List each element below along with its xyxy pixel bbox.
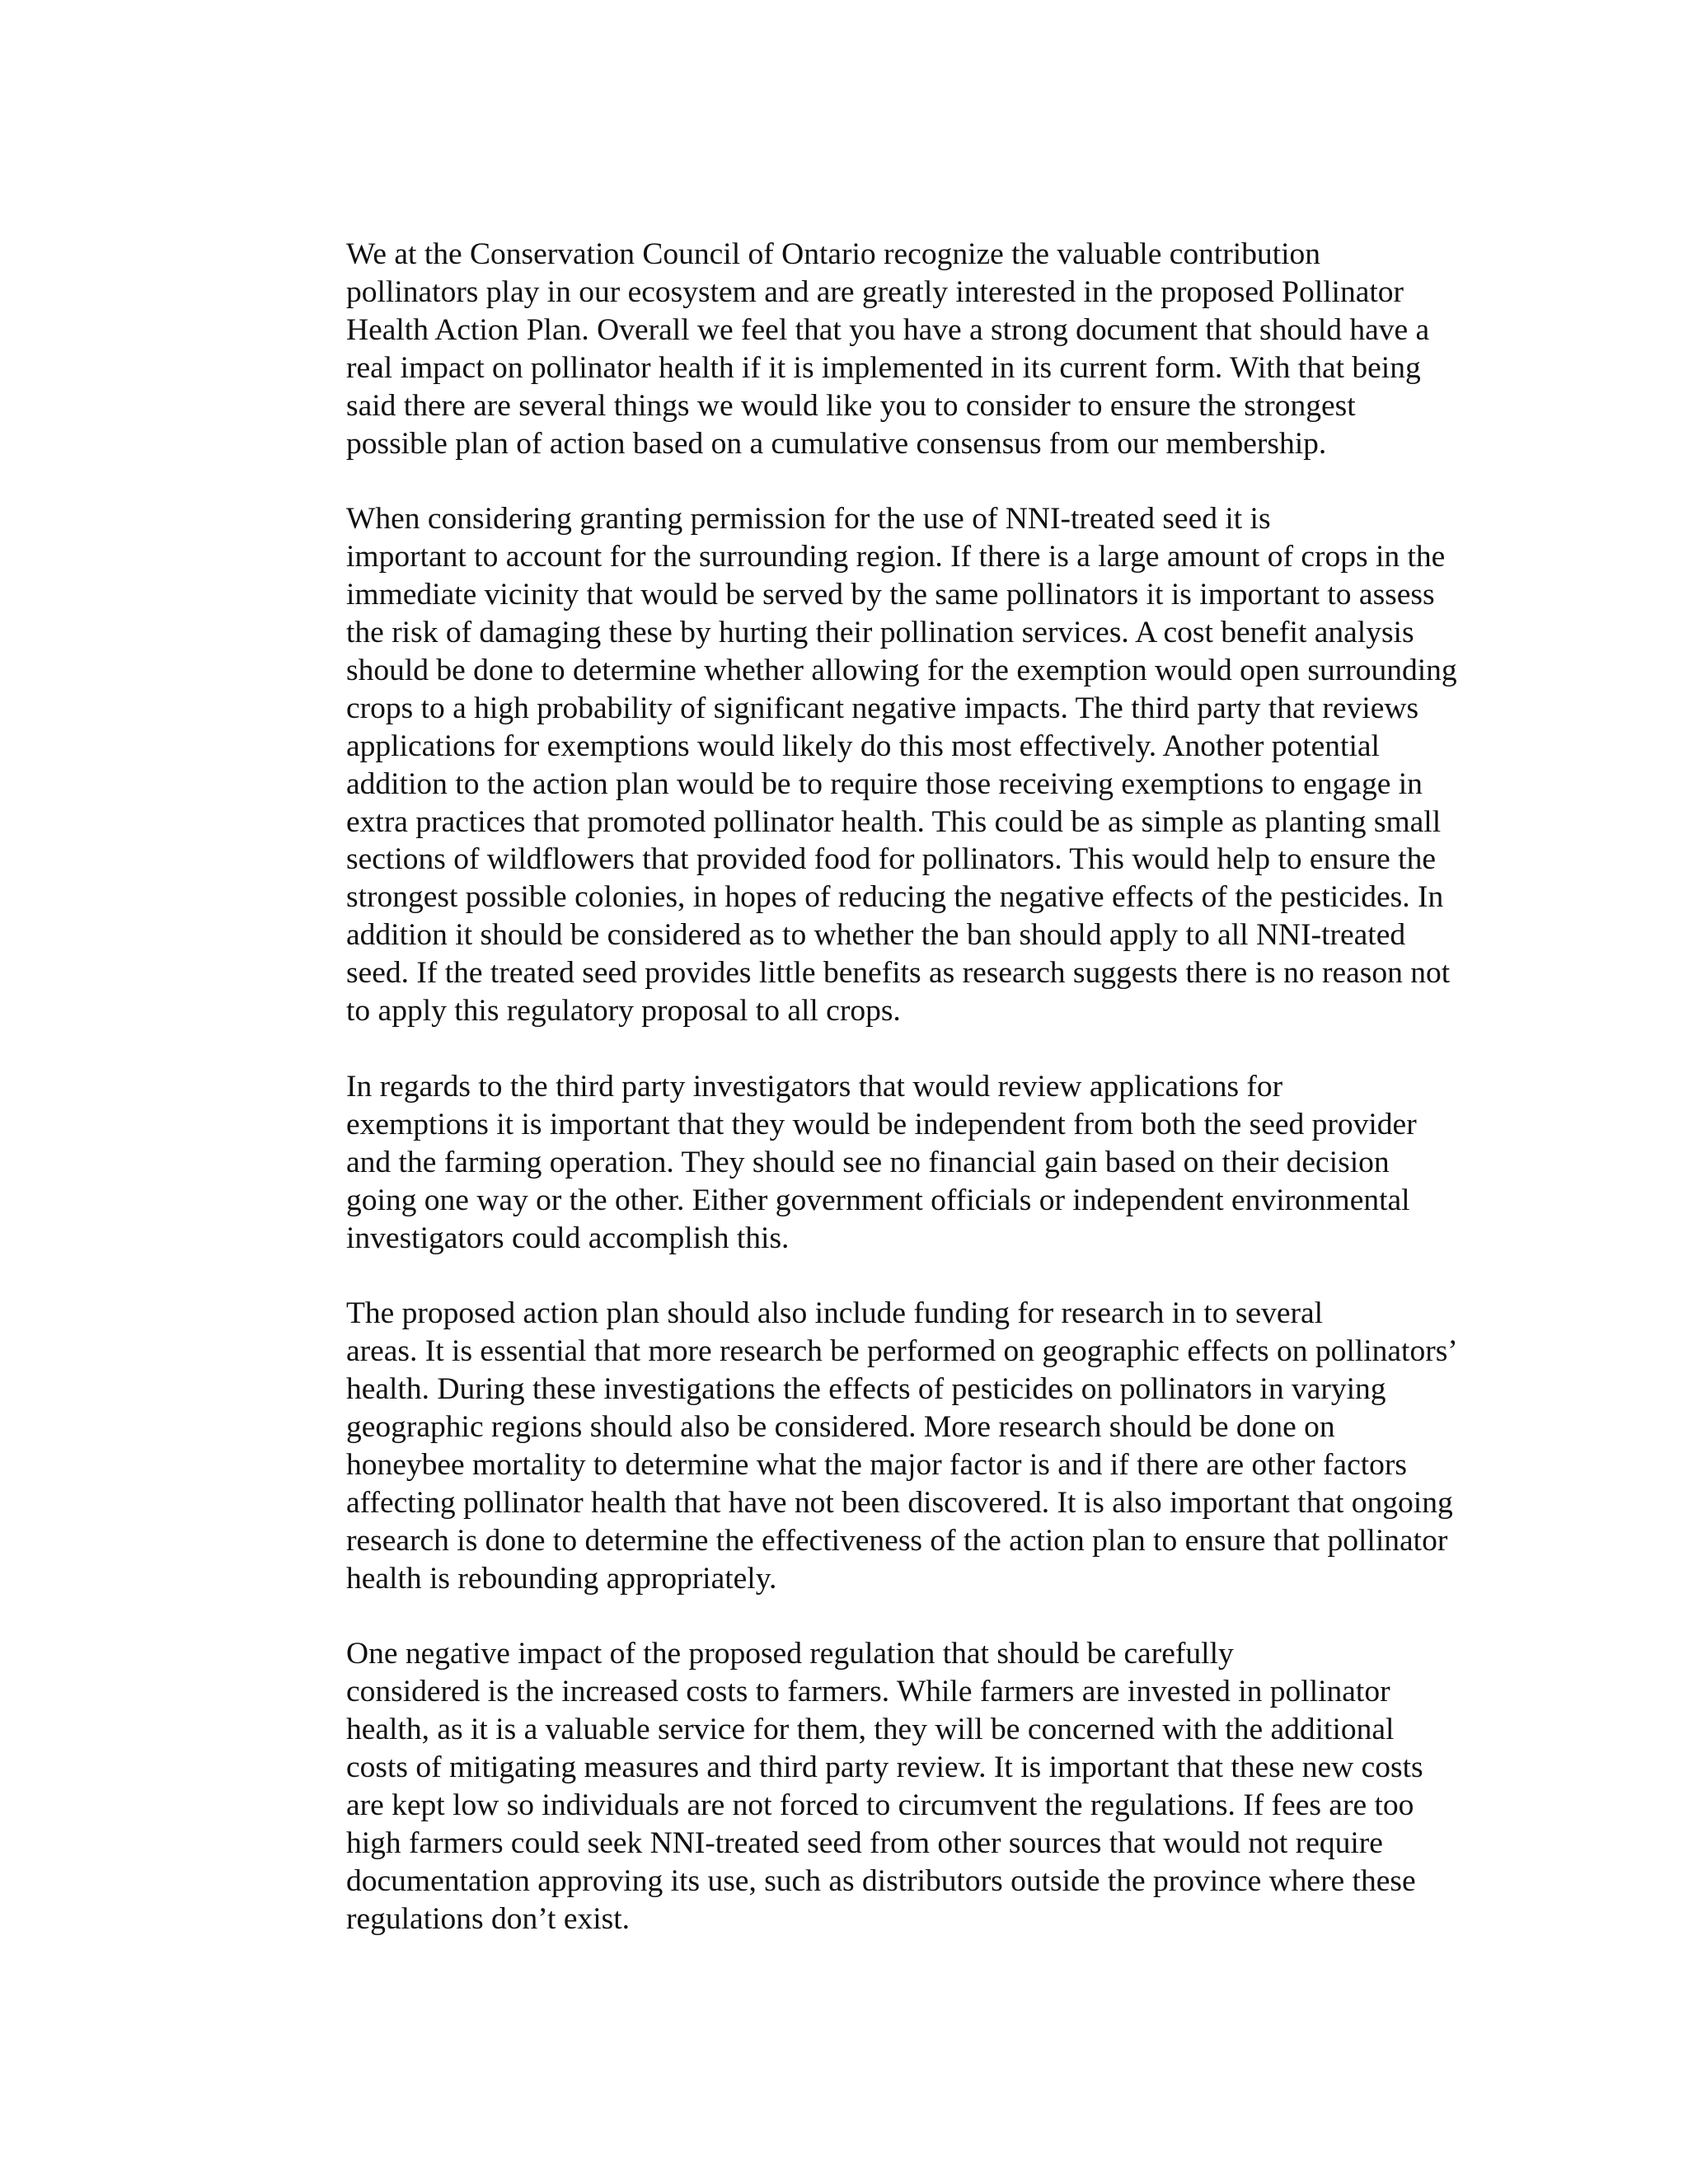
text-line: sections of wildflowers that provided food for pollinators. This would help to ensure the [346, 842, 1436, 877]
text-line: to apply this regulatory proposal to all crops. [346, 994, 901, 1029]
text-line: The proposed action plan should also include funding for research in to several [346, 1296, 1324, 1331]
text-line: areas. It is essential that more research be performed on geographic effects on pollinators’ [346, 1334, 1458, 1369]
text-line: should be done to determine whether allowing for the exemption would open surrounding [346, 653, 1457, 687]
text-line: addition it should be considered as to whether the ban should apply to all NNI-treated [346, 918, 1406, 953]
paragraph-5 [247, 1635, 1451, 1938]
text-line: In regards to the third party investigators that would review applications for [346, 1069, 1283, 1104]
text-line: regulations don’t exist. [346, 1901, 631, 1936]
text-line: immediate vicinity that would be served by the same pollinators it is important to assess [346, 578, 1435, 612]
text-line: seed. If the treated seed provides little benefits as research suggests there is no reason not [346, 956, 1451, 991]
text-line: real impact on pollinator health if it is implemented in its current form. With that being [346, 350, 1421, 385]
paragraph-3 [247, 1068, 1451, 1258]
document-body [247, 236, 1458, 1938]
text-line: high farmers could seek NNI-treated seed from other sources that would not require [346, 1826, 1383, 1860]
text-line: costs of mitigating measures and third party review. It is important that these new costs [346, 1750, 1423, 1785]
text-line: considered is the increased costs to farmers. While farmers are invested in pollinator [346, 1675, 1390, 1709]
text-line: pollinators play in our ecosystem and are greatly interested in the proposed Pollinator [346, 274, 1404, 309]
text-line: addition to the action plan would be to require those receiving exemptions to engage in [346, 766, 1423, 801]
text-line: strongest possible colonies, in hopes of reducing the negative effects of the pesticides. In [346, 880, 1444, 915]
text-line: health, as it is a valuable service for them, they will be concerned with the additional [346, 1713, 1395, 1747]
text-line: important to account for the surrounding region. If there is a large amount of crops in the [346, 540, 1446, 574]
paragraph-4 [247, 1295, 1458, 1597]
text-line: said there are several things we would like you to consider to ensure the strongest [346, 388, 1356, 423]
text-line: possible plan of action based on a cumulative consensus from our membership. [346, 426, 1327, 461]
text-line: applications for exemptions would likely do this most effectively. Another potential [346, 729, 1380, 763]
text-line: are kept low so individuals are not forced to circumvent the regulations. If fees are too [346, 1788, 1414, 1823]
text-line: documentation approving its use, such as distributors outside the province where these [346, 1863, 1416, 1898]
text-line: research is done to determine the effectiveness of the action plan to ensure that pollinator [346, 1523, 1448, 1558]
text-line: health. During these investigations the effects of pesticides on pollinators in varying [346, 1372, 1386, 1407]
text-line: extra practices that promoted pollinator health. This could be as simple as planting small [346, 804, 1442, 839]
text-line: affecting pollinator health that have not been discovered. It is also important that ongoing [346, 1485, 1453, 1520]
paragraph-2 [247, 500, 1457, 1030]
text-line: Health Action Plan. Overall we feel that you have a strong document that should have a [346, 312, 1430, 347]
text-line: honeybee mortality to determine what the major factor is and if there are other factors [346, 1447, 1407, 1482]
text-line: and the farming operation. They should see no financial gain based on their decision [346, 1145, 1390, 1179]
text-line: the risk of damaging these by hurting their pollination services. A cost benefit analysis [346, 616, 1414, 650]
text-line: going one way or the other. Either government officials or independent environmental [346, 1183, 1410, 1217]
text-line: crops to a high probability of significant negative impacts. The third party that reviews [346, 691, 1419, 725]
text-line: We at the Conservation Council of Ontario recognize the valuable contribution [346, 237, 1321, 271]
text-line: One negative impact of the proposed regulation that should be carefully [346, 1637, 1234, 1671]
paragraph-1 [247, 236, 1451, 462]
text-line: When considering granting permission for the use of NNI-treated seed it is [346, 502, 1271, 537]
text-line: geographic regions should also be considered. More research should be done on [346, 1410, 1335, 1445]
text-line: health is rebounding appropriately. [346, 1561, 777, 1596]
text-line: exemptions it is important that they would be independent from both the seed provider [346, 1107, 1417, 1141]
text-line: investigators could accomplish this. [346, 1221, 790, 1255]
